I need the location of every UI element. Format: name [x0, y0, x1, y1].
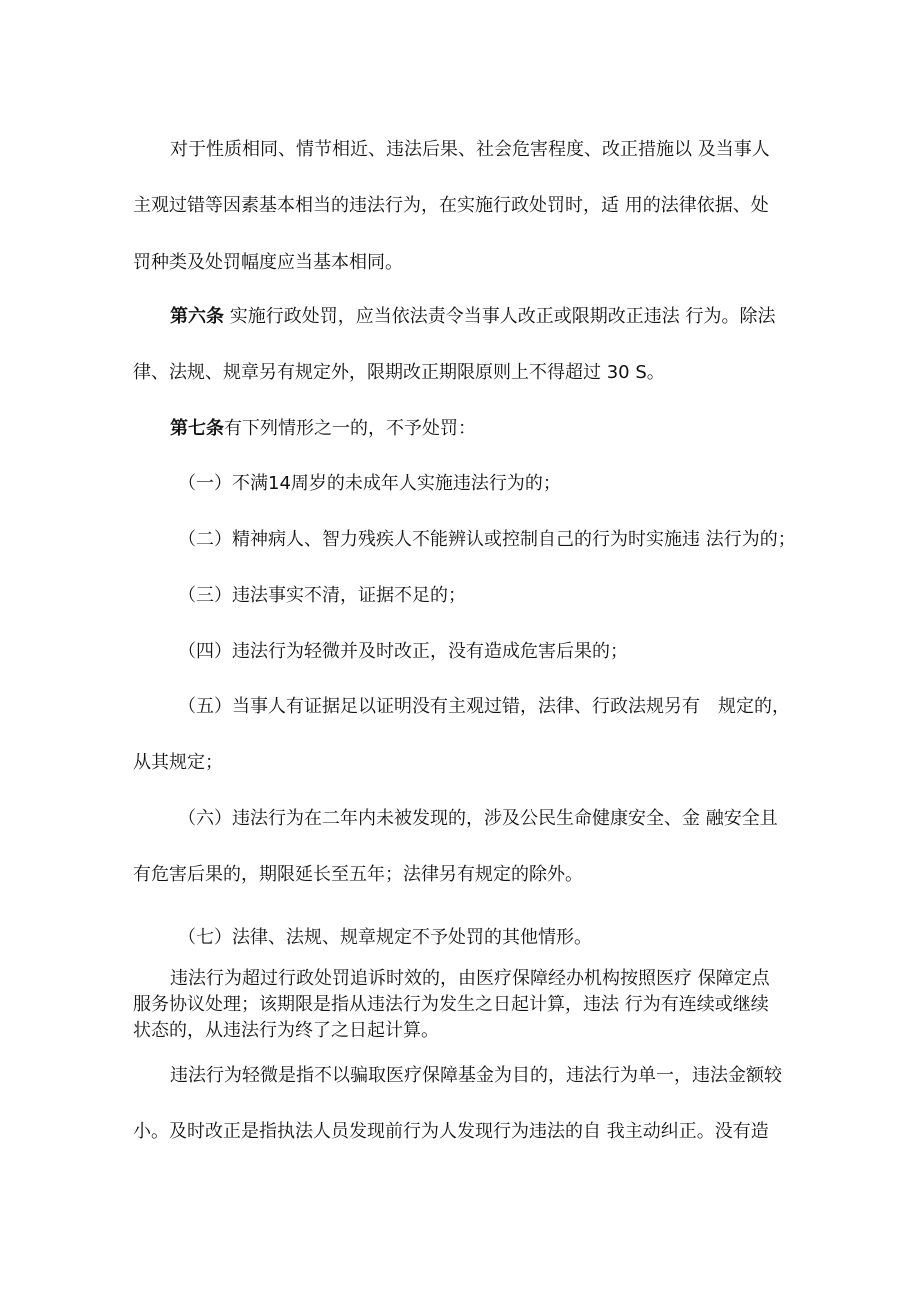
- text-line: 违法行为超过行政处罚追诉时效的，由医疗保障经办机构按照医疗 保障定点: [170, 968, 770, 989]
- text-line: 服务协议处理；该期限是指从违法行为发生之日起计算，违法 行为有连续或继续: [133, 994, 769, 1015]
- text-line: 小。及时改正是指执法人员发现前行为人发现行为违法的自 我主动纠正。没有造: [133, 1121, 769, 1142]
- list-item: （五）当事人有证据足以证明没有主观过错，法律、行政法规另有 规定的，: [178, 696, 790, 717]
- article-text: 有下列情形之一的，不予处罚：: [224, 418, 476, 439]
- text-line: [170, 417, 476, 441]
- list-item-continuation: 有危害后果的，期限延长至五年；法律另有规定的除外。: [133, 864, 583, 885]
- list-item: （四）违法行为轻微并及时改正，没有造成危害后果的；: [178, 641, 628, 662]
- article-label: 第七条: [170, 418, 224, 439]
- text-line: 违法行为轻微是指不以骗取医疗保障基金为目的，违法行为单一，违法金额较: [170, 1065, 782, 1086]
- article-text: 实施行政处罚，应当依法责令当事人改正或限期改正违法 行为。除法: [224, 306, 776, 327]
- list-item: （二）精神病人、智力残疾人不能辨认或控制自己的行为时实施违 法行为的；: [178, 529, 796, 550]
- list-item-continuation: 从其规定；: [133, 752, 223, 773]
- text-line: 状态的，从违法行为终了之日起计算。: [133, 1020, 439, 1041]
- text-line: 主观过错等因素基本相当的违法行为，在实施行政处罚时，适 用的法律依据、处: [133, 195, 769, 216]
- text-line: 罚种类及处罚幅度应当基本相同。: [133, 252, 403, 273]
- article-label: 第六条: [170, 306, 224, 327]
- text-line: 律、法规、规章另有规定外，限期改正期限原则上不得超过 30 S。: [133, 362, 665, 383]
- text-line: [170, 305, 775, 329]
- list-item: （三）违法事实不清，证据不足的；: [178, 585, 466, 606]
- list-item: （一）不满14周岁的未成年人实施违法行为的；: [178, 473, 561, 494]
- list-item: （七）法律、法规、规章规定不予处罚的其他情形。: [178, 927, 592, 948]
- text-line: 对于性质相同、情节相近、违法后果、社会危害程度、改正措施以 及当事人: [170, 139, 770, 160]
- list-item: （六）违法行为在二年内未被发现的，涉及公民生命健康安全、金 融安全且: [178, 808, 778, 829]
